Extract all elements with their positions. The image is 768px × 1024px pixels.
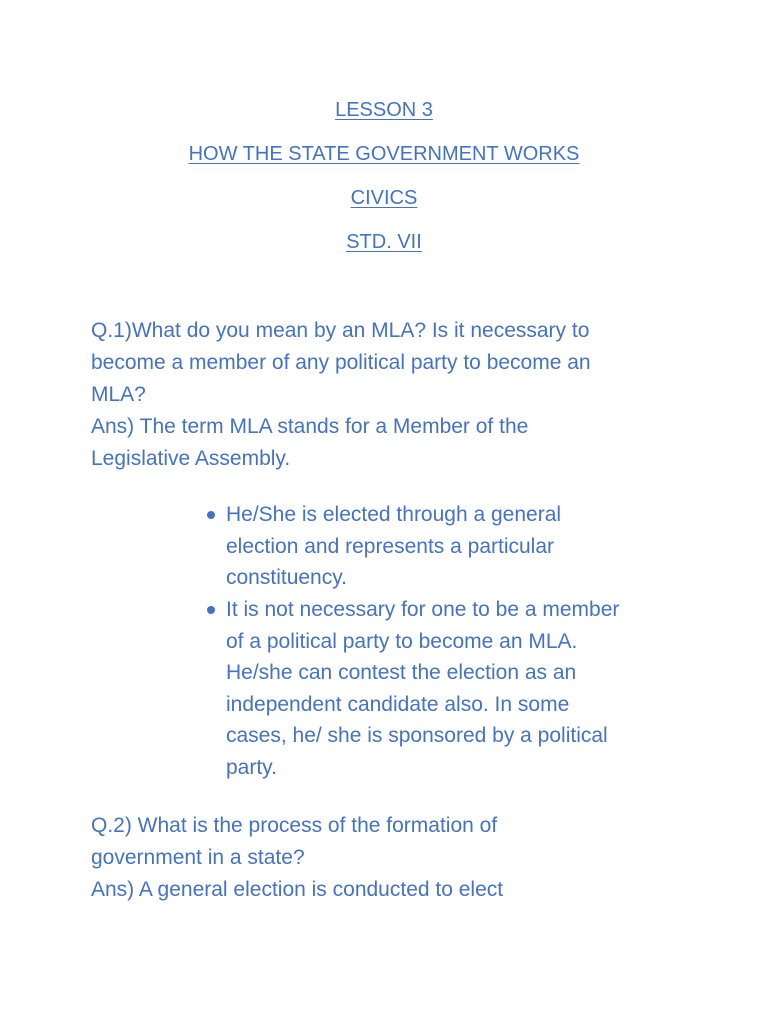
- bullet-line: He/She is elected through a general: [226, 503, 562, 526]
- answer-1: [91, 411, 691, 475]
- lesson-heading: LESSON 3: [335, 99, 433, 121]
- question-1-line: MLA?: [91, 383, 146, 406]
- bullet-line: party.: [226, 755, 277, 779]
- answer-2: [91, 874, 691, 906]
- standard-heading: STD. VII: [346, 231, 422, 253]
- question-1-line: Q.1)What do you mean by an MLA? Is it necessary to: [91, 319, 590, 342]
- question-2-line: government in a state?: [91, 846, 305, 869]
- bullet-line: election and represents a particular: [226, 534, 555, 558]
- question-1: [91, 315, 691, 411]
- answer-1-line: Legislative Assembly.: [91, 447, 291, 470]
- bullet-dot-icon: [207, 606, 215, 614]
- bullet-line: It is not necessary for one to be a member: [226, 598, 620, 621]
- question-2: [91, 810, 691, 874]
- bullet-line: cases, he/ she is sponsored by a political: [226, 724, 608, 747]
- bullet-item: [226, 499, 561, 594]
- chapter-title: HOW THE STATE GOVERNMENT WORKS: [188, 143, 580, 165]
- bullet-line: He/she can contest the election as an: [226, 661, 577, 684]
- question-2-line: Q.2) What is the process of the formation of: [91, 814, 498, 837]
- question-1-line: become a member of any political party to become an: [91, 351, 591, 374]
- bullet-line: independent candidate also. In some: [226, 692, 570, 716]
- answer-2-line: Ans) A general election is conducted to elect: [91, 878, 504, 901]
- bullet-item: [226, 594, 619, 783]
- bullet-line: constituency.: [226, 566, 348, 589]
- bullet-line: of a political party to become an MLA.: [226, 629, 578, 653]
- bullet-dot-icon: [207, 511, 215, 519]
- subject-heading: CIVICS: [350, 187, 418, 209]
- answer-1-line: Ans) The term MLA stands for a Member of the: [91, 415, 529, 438]
